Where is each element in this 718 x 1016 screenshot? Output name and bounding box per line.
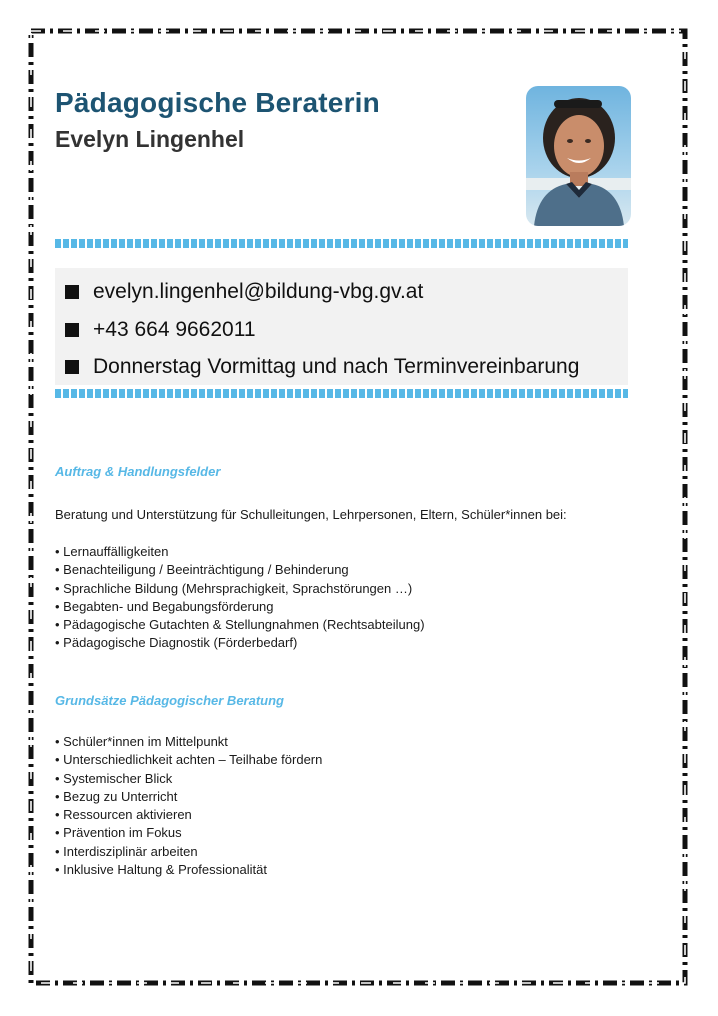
list-item: • Systemischer Blick [55, 770, 322, 788]
list-item: • Ressourcen aktivieren [55, 806, 322, 824]
list-item: • Lernauffälligkeiten [55, 543, 425, 561]
contact-box [55, 268, 628, 385]
square-bullet-icon [65, 285, 79, 299]
handlungsfelder-list [55, 543, 425, 653]
accent-divider-bottom [55, 389, 628, 398]
list-item: • Benachteiligung / Beeinträchtigung / Behinderung [55, 561, 425, 579]
list-item: • Inklusive Haltung & Professionalität [55, 861, 322, 879]
section-title-auftrag: Auftrag & Handlungsfelder [55, 464, 221, 479]
section-title-grundsaetze: Grundsätze Pädagogischer Beratung [55, 693, 284, 708]
square-bullet-icon [65, 360, 79, 374]
contact-email[interactable]: evelyn.lingenhel@bildung-vbg.gv.at [93, 280, 424, 303]
list-item: • Pädagogische Gutachten & Stellungnahmen (Rechtsabteilung) [55, 616, 425, 634]
contact-phone[interactable]: +43 664 9662011 [93, 318, 256, 341]
contact-email-row [65, 277, 423, 307]
list-item: • Sprachliche Bildung (Mehrsprachigkeit, Sprachstörungen …) [55, 580, 425, 598]
accent-divider-top [55, 239, 628, 248]
list-item: • Unterschiedlichkeit achten – Teilhabe fördern [55, 751, 322, 769]
list-item: • Pädagogische Diagnostik (Förderbedarf) [55, 634, 425, 652]
contact-hours: Donnerstag Vormittag und nach Terminvereinbarung [93, 355, 580, 378]
list-item: • Begabten- und Begabungsförderung [55, 598, 425, 616]
contact-hours-row [65, 352, 579, 382]
person-name: Evelyn Lingenhel [55, 126, 245, 152]
profile-photo [526, 86, 631, 226]
section-intro: Beratung und Unterstützung für Schulleitungen, Lehrpersonen, Eltern, Schüler*innen bei: [55, 507, 567, 522]
list-item: • Prävention im Fokus [55, 824, 322, 842]
page-title: Pädagogische Beraterin [55, 87, 380, 118]
grundsaetze-list [55, 733, 322, 879]
square-bullet-icon [65, 323, 79, 337]
contact-phone-row [65, 315, 256, 345]
list-item: • Bezug zu Unterricht [55, 788, 322, 806]
list-item: • Schüler*innen im Mittelpunkt [55, 733, 322, 751]
list-item: • Interdisziplinär arbeiten [55, 843, 322, 861]
